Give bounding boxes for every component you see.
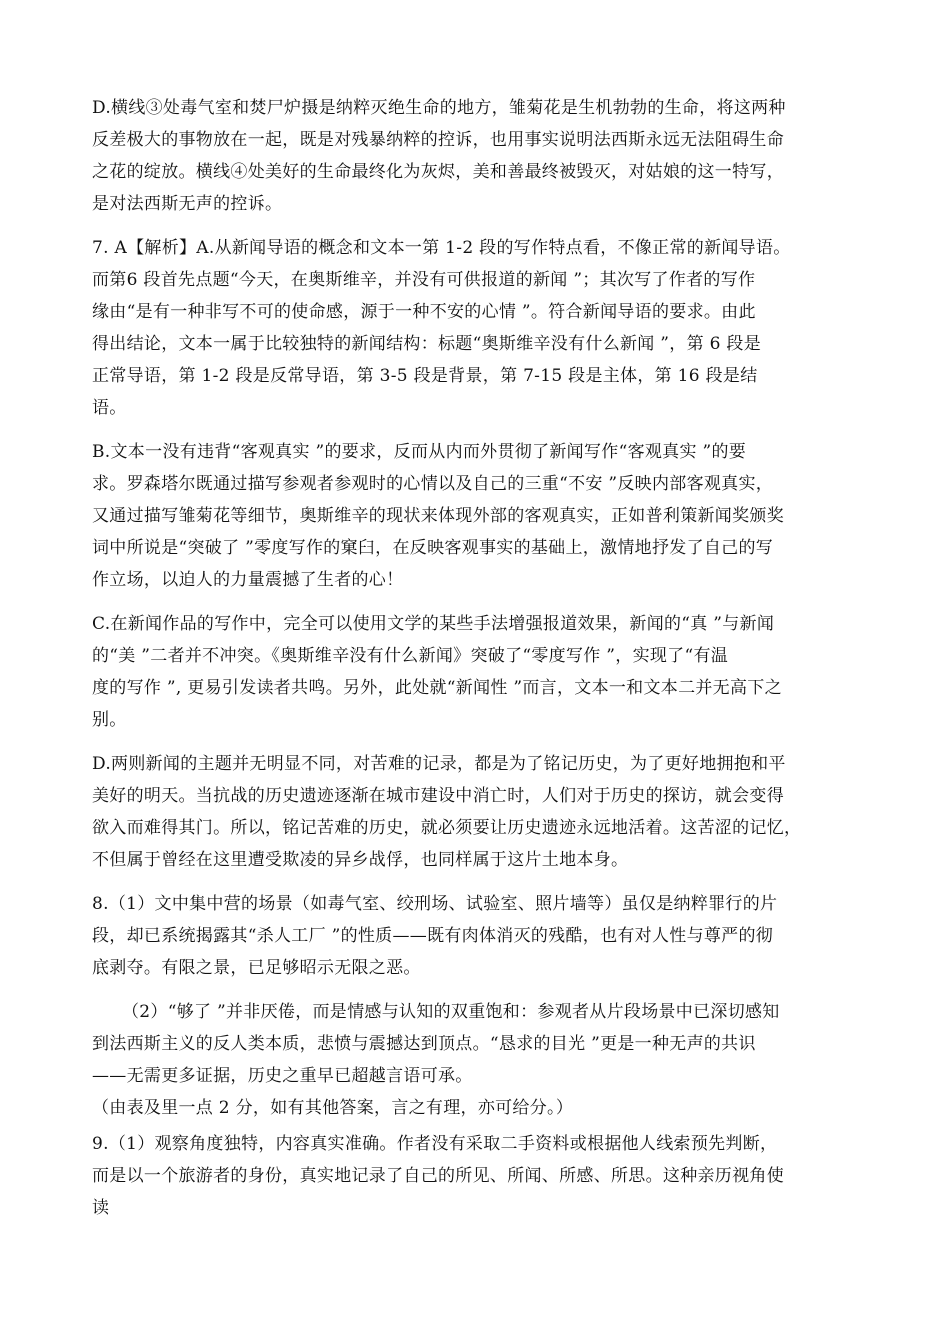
text-line: 求。罗森塔尔既通过描写参观者参观时的心情以及自己的三重“不安 ”反映内部客观真实， [92,474,774,494]
paragraph-q8-note [92,1092,862,1124]
text-line: 段，却已系统揭露其“杀人工厂 ”的性质——既有肉体消灭的残酷，也有对人性与尊严的彻 [92,926,774,946]
paragraph-d-option [92,92,862,220]
text-line: （2）“够了 ”并非厌倦，而是情感与认知的双重饱和：参观者从片段场景中已深切感知 [122,1002,780,1022]
text-line: D.两则新闻的主题并无明显不同，对苦难的记录，都是为了铭记历史，为了更好地拥抱和平 [92,754,786,774]
text-line: 美好的明天。当抗战的历史遗迹逐渐在城市建设中消亡时，人们对于历史的探访，就会变得 [92,786,784,806]
text-line: B.文本一没有违背“客观真实 ”的要求，反而从内而外贯彻了新闻写作“客观真实 ”的要 [92,442,747,462]
text-line: D.横线③处毒气室和焚尸炉摄是纳粹灭绝生命的地方，雏菊花是生机勃勃的生命，将这两种 [92,98,786,118]
text-line: 不但属于曾经在这里遭受欺凌的异乡战俘，也同样属于这片土地本身。 [92,850,629,870]
paragraph-q7-d [92,748,862,876]
text-line: 底剥夺。有限之景，已足够昭示无限之恶。 [92,958,421,978]
text-line: 作立场，以迫人的力量震撼了生者的心！ [92,570,404,590]
document-page [92,92,862,1236]
text-line: 别。 [92,710,127,730]
text-line: 缘由“是有一种非写不可的使命感，源于一种不安的心情 ”。符合新闻导语的要求。由此 [92,302,756,322]
text-line: 得出结论，文本一属于比较独特的新闻结构：标题“奥斯维辛没有什么新闻 ”，第 6 段是 [92,334,762,354]
text-line: 又通过描写雏菊花等细节，奥斯维辛的现状来体现外部的客观真实，正如普利策新闻奖颁奖 [92,506,784,526]
text-line: 7. A【解析】A.从新闻导语的概念和文本一第 1-2 段的写作特点看，不像正常的新闻导语。 [92,238,791,258]
text-line: 而第6 段首先点题“今天，在奥斯维辛，并没有可供报道的新闻 ”；其次写了作者的写作 [92,270,756,290]
text-line: 到法西斯主义的反人类本质，悲愤与震撼达到顶点。“恳求的目光 ”更是一种无声的共识 [92,1034,756,1054]
text-line: 语。 [92,398,127,418]
text-line: 8.（1）文中集中营的场景（如毒气室、绞刑场、试验室、照片墙等）虽仅是纳粹罪行的片 [92,894,778,914]
text-line: ——无需更多证据，历史之重早已超越言语可承。 [92,1066,473,1086]
text-line: 的“美 ”二者并不冲突。《奥斯维辛没有什么新闻》突破了“零度写作 ”，实现了“有温 [92,646,729,666]
text-line: 欲入而难得其门。所以，铭记苦难的历史，就必须要让历史遗迹永远地活着。这苦涩的记忆， [92,818,802,838]
text-line: 读 [92,1198,110,1218]
paragraph-q7-answer [92,232,862,424]
paragraph-q7-b [92,436,862,596]
paragraph-q8-part1 [92,888,862,984]
text-line: 之花的绽放。横线④处美好的生命最终化为灰烬，美和善最终被毁灭，对姑娘的这一特写， [92,162,784,182]
paragraph-q7-c [92,608,862,736]
text-line: 正常导语，第 1-2 段是反常导语，第 3-5 段是背景，第 7-15 段是主体，第 16 段是结 [92,366,758,386]
text-line: C.在新闻作品的写作中，完全可以使用文学的某些手法增强报道效果，新闻的“真 ”与新闻 [92,614,775,634]
text-line: 是对法西斯无声的控诉。 [92,194,283,214]
text-line: （由表及里一点 2 分，如有其他答案，言之有理，亦可给分。） [92,1098,574,1118]
text-line: 而是以一个旅游者的身份，真实地记录了自己的所见、所闻、所感、所思。这种亲历视角使 [92,1166,784,1186]
text-line: 9.（1）观察角度独特，内容真实准确。作者没有采取二手资料或根据他人线索预先判断， [92,1134,778,1154]
text-line: 度的写作 ”, 更易引发读者共鸣。另外，此处就“新闻性 ”而言，文本一和文本二并无高下之 [92,678,782,698]
text-line: 词中所说是“突破了 ”零度写作的窠臼，在反映客观事实的基础上，激情地抒发了自己的写 [92,538,774,558]
paragraph-q8-part2 [92,996,862,1092]
paragraph-q9-part1 [92,1128,862,1224]
text-line: 反差极大的事物放在一起，既是对残暴纳粹的控诉，也用事实说明法西斯永远无法阻碍生命 [92,130,784,150]
